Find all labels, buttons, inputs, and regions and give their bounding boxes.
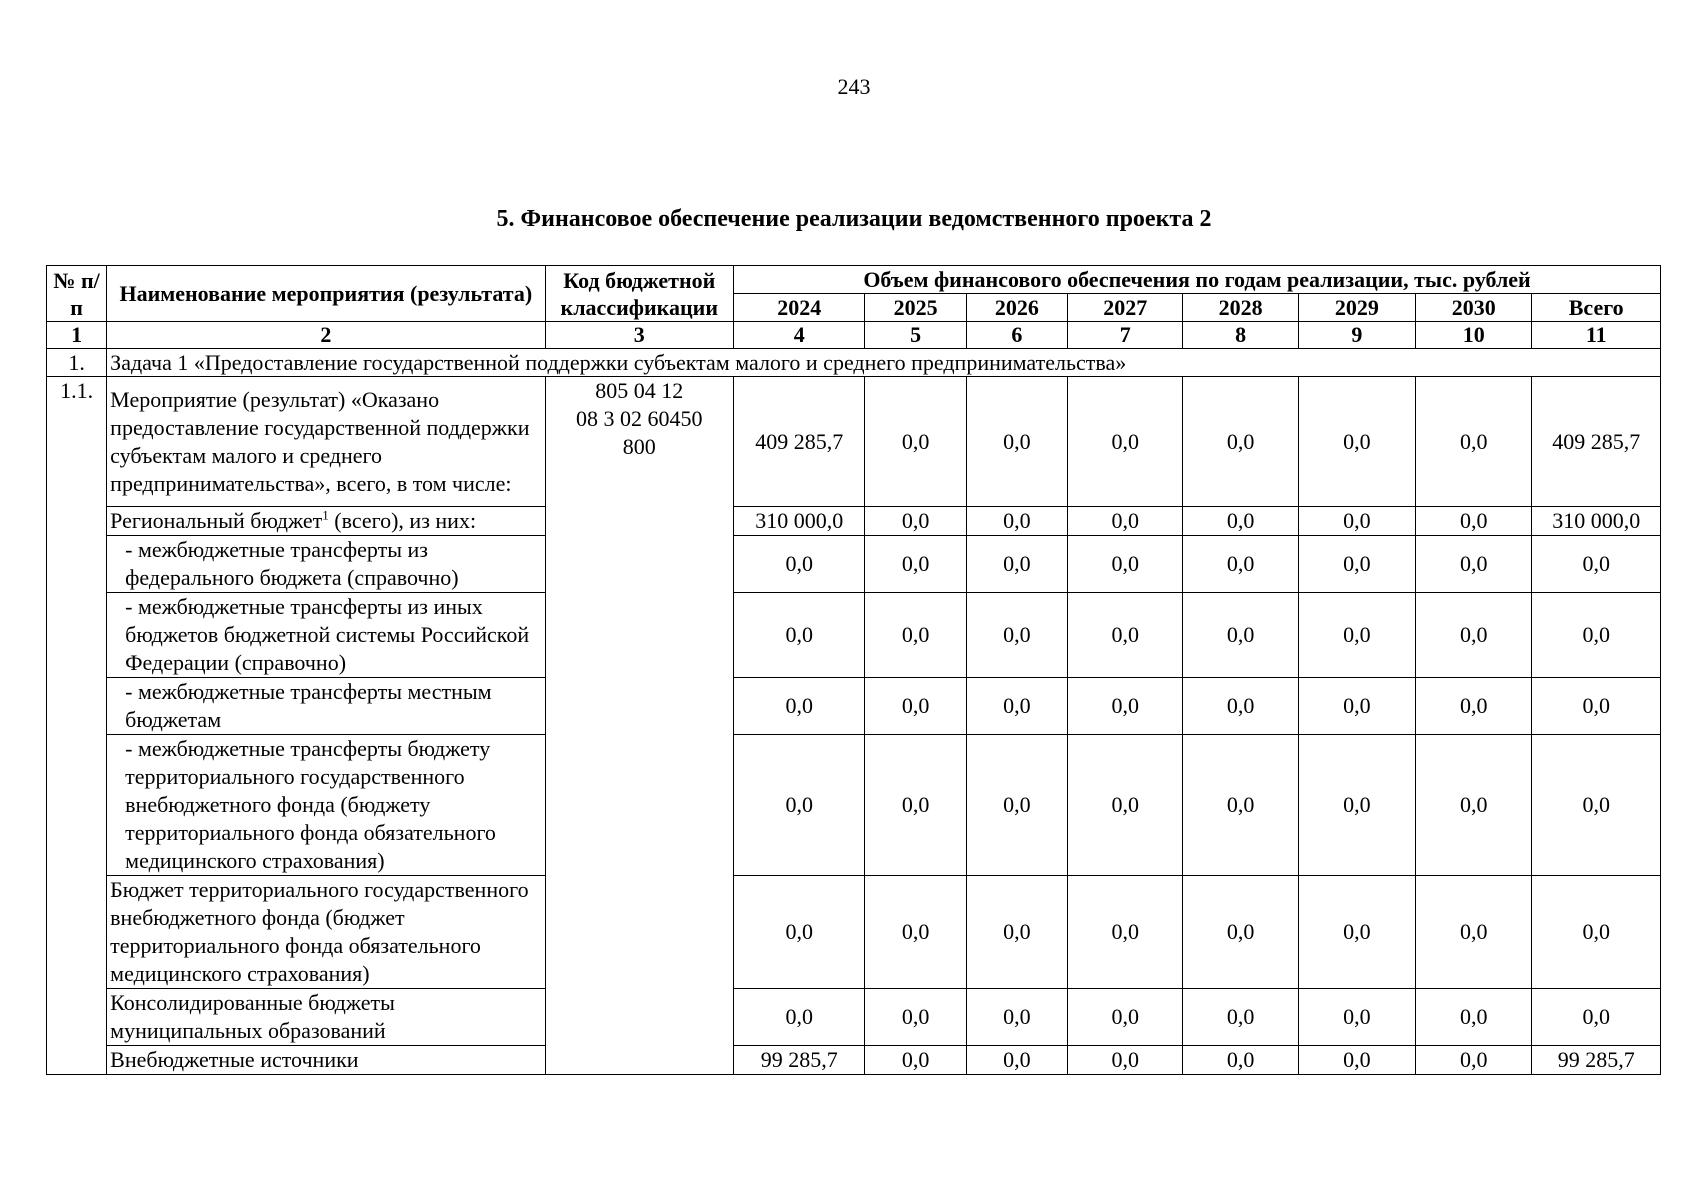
row-name: Мероприятие (результат) «Оказано предоставление государственной поддержки субъектам малого и среднего предпринимательства», всего, в том числе: xyxy=(107,377,545,507)
row-name: - межбюджетные трансферты бюджету территориального государственного внебюджетного фонда (бюджету территориального фонда обязательного медицинского страхования) xyxy=(107,735,545,876)
value-cell: 0,0 xyxy=(1298,876,1415,989)
value-cell: 0,0 xyxy=(1183,735,1298,876)
value-cell: 0,0 xyxy=(1298,678,1415,735)
header-year: 2024 xyxy=(734,294,865,322)
value-cell: 0,0 xyxy=(865,735,966,876)
header-year: 2028 xyxy=(1183,294,1298,322)
value-cell: 0,0 xyxy=(865,593,966,678)
row-name: - межбюджетные трансферты местным бюджетам xyxy=(107,678,545,735)
value-cell: 0,0 xyxy=(1298,536,1415,593)
table-row xyxy=(47,536,1661,593)
event-number: 1.1. xyxy=(47,377,107,1075)
column-number: 9 xyxy=(1298,322,1415,349)
header-row-1 xyxy=(47,266,1661,294)
value-cell: 0,0 xyxy=(1532,735,1661,876)
table-row xyxy=(47,735,1661,876)
row-name: Внебюджетные источники xyxy=(107,1046,545,1075)
header-num: № п/п xyxy=(47,266,107,322)
value-cell: 99 285,7 xyxy=(734,1046,865,1075)
value-cell: 0,0 xyxy=(1416,1046,1532,1075)
value-cell: 0,0 xyxy=(1183,377,1298,507)
value-cell: 0,0 xyxy=(734,735,865,876)
value-cell: 0,0 xyxy=(1068,1046,1183,1075)
column-number: 3 xyxy=(545,322,734,349)
value-cell: 0,0 xyxy=(1068,989,1183,1046)
value-cell: 0,0 xyxy=(1068,536,1183,593)
column-number: 11 xyxy=(1532,322,1661,349)
value-cell: 0,0 xyxy=(1298,735,1415,876)
value-cell: 0,0 xyxy=(865,507,966,536)
header-year: 2030 xyxy=(1416,294,1532,322)
header-name: Наименование мероприятия (результата) xyxy=(107,266,545,322)
value-cell: 409 285,7 xyxy=(734,377,865,507)
table-row xyxy=(47,989,1661,1046)
value-cell: 0,0 xyxy=(1068,735,1183,876)
value-cell: 0,0 xyxy=(1532,678,1661,735)
value-cell: 0,0 xyxy=(865,377,966,507)
value-cell: 0,0 xyxy=(734,876,865,989)
value-cell: 0,0 xyxy=(966,876,1067,989)
table-row xyxy=(47,876,1661,989)
value-cell: 0,0 xyxy=(1298,507,1415,536)
value-cell: 0,0 xyxy=(1068,678,1183,735)
value-cell: 0,0 xyxy=(1298,989,1415,1046)
value-cell: 0,0 xyxy=(966,593,1067,678)
value-cell: 310 000,0 xyxy=(1532,507,1661,536)
value-cell: 0,0 xyxy=(1532,593,1661,678)
value-cell: 0,0 xyxy=(1416,876,1532,989)
value-cell: 0,0 xyxy=(1183,593,1298,678)
value-cell: 0,0 xyxy=(865,989,966,1046)
task-title: Задача 1 «Предоставление государственной поддержки субъектам малого и среднего предпринимательства» xyxy=(107,349,1661,377)
budget-code-text: 805 04 12 08 3 02 60450 800 xyxy=(576,378,703,459)
value-cell: 0,0 xyxy=(865,1046,966,1075)
row-name: Консолидированные бюджеты муниципальных образований xyxy=(107,989,545,1046)
value-cell: 0,0 xyxy=(1298,1046,1415,1075)
table-row xyxy=(47,1046,1661,1075)
value-cell: 0,0 xyxy=(1416,678,1532,735)
task-number: 1. xyxy=(47,349,107,377)
value-cell: 0,0 xyxy=(966,377,1067,507)
value-cell: 0,0 xyxy=(966,507,1067,536)
column-number: 4 xyxy=(734,322,865,349)
value-cell: 0,0 xyxy=(966,1046,1067,1075)
value-cell: 0,0 xyxy=(734,536,865,593)
value-cell: 0,0 xyxy=(865,678,966,735)
value-cell: 0,0 xyxy=(1183,876,1298,989)
row-name: - межбюджетные трансферты из федерального бюджета (справочно) xyxy=(107,536,545,593)
column-number: 5 xyxy=(865,322,966,349)
column-number-row xyxy=(47,322,1661,349)
value-cell: 0,0 xyxy=(1416,377,1532,507)
value-cell: 0,0 xyxy=(865,536,966,593)
header-total: Всего xyxy=(1532,294,1661,322)
column-number: 6 xyxy=(966,322,1067,349)
footnote-mark: 1 xyxy=(322,507,329,523)
table-row xyxy=(47,678,1661,735)
value-cell: 409 285,7 xyxy=(1532,377,1661,507)
header-year: 2026 xyxy=(966,294,1067,322)
value-cell: 0,0 xyxy=(1416,989,1532,1046)
table-row xyxy=(47,507,1661,536)
value-cell: 0,0 xyxy=(966,989,1067,1046)
value-cell: 99 285,7 xyxy=(1532,1046,1661,1075)
column-number: 10 xyxy=(1416,322,1532,349)
value-cell: 0,0 xyxy=(1298,593,1415,678)
value-cell: 0,0 xyxy=(1183,536,1298,593)
table-row xyxy=(47,593,1661,678)
row-name-text: Региональный бюджет xyxy=(110,508,323,533)
row-name xyxy=(107,507,545,536)
header-year: 2027 xyxy=(1068,294,1183,322)
value-cell: 0,0 xyxy=(734,678,865,735)
value-cell: 0,0 xyxy=(966,735,1067,876)
row-name: - межбюджетные трансферты из иных бюджетов бюджетной системы Российской Федерации (справочно) xyxy=(107,593,545,678)
header-code: Код бюджетной классификации xyxy=(545,266,734,322)
value-cell: 0,0 xyxy=(1183,989,1298,1046)
value-cell: 0,0 xyxy=(1416,536,1532,593)
value-cell: 0,0 xyxy=(1532,876,1661,989)
value-cell: 0,0 xyxy=(1298,377,1415,507)
column-number: 8 xyxy=(1183,322,1298,349)
page-number: 243 xyxy=(837,74,871,99)
section-title: 5. Финансовое обеспечение реализации ведомственного проекта 2 xyxy=(496,206,1212,232)
financing-table xyxy=(46,265,1661,1075)
row-name: Бюджет территориального государственного внебюджетного фонда (бюджет территориального фонда обязательного медицинского страхования) xyxy=(107,876,545,989)
column-number: 1 xyxy=(47,322,107,349)
budget-code xyxy=(545,377,734,1075)
header-year: 2029 xyxy=(1298,294,1415,322)
value-cell: 0,0 xyxy=(1183,678,1298,735)
task-row xyxy=(47,349,1661,377)
value-cell: 0,0 xyxy=(1416,593,1532,678)
value-cell: 0,0 xyxy=(865,876,966,989)
value-cell: 0,0 xyxy=(734,593,865,678)
row-name-suffix: (всего), из них: xyxy=(328,508,477,533)
value-cell: 0,0 xyxy=(1416,735,1532,876)
header-volume: Объем финансового обеспечения по годам реализации, тыс. рублей xyxy=(734,266,1661,294)
value-cell: 0,0 xyxy=(1068,377,1183,507)
value-cell: 0,0 xyxy=(1183,507,1298,536)
value-cell: 0,0 xyxy=(1532,536,1661,593)
header-year: 2025 xyxy=(865,294,966,322)
value-cell: 0,0 xyxy=(966,678,1067,735)
value-cell: 0,0 xyxy=(1183,1046,1298,1075)
table-row xyxy=(47,377,1661,507)
column-number: 7 xyxy=(1068,322,1183,349)
value-cell: 310 000,0 xyxy=(734,507,865,536)
value-cell: 0,0 xyxy=(1068,593,1183,678)
value-cell: 0,0 xyxy=(1532,989,1661,1046)
value-cell: 0,0 xyxy=(1068,507,1183,536)
value-cell: 0,0 xyxy=(1416,507,1532,536)
column-number: 2 xyxy=(107,322,545,349)
value-cell: 0,0 xyxy=(734,989,865,1046)
value-cell: 0,0 xyxy=(1068,876,1183,989)
value-cell: 0,0 xyxy=(966,536,1067,593)
